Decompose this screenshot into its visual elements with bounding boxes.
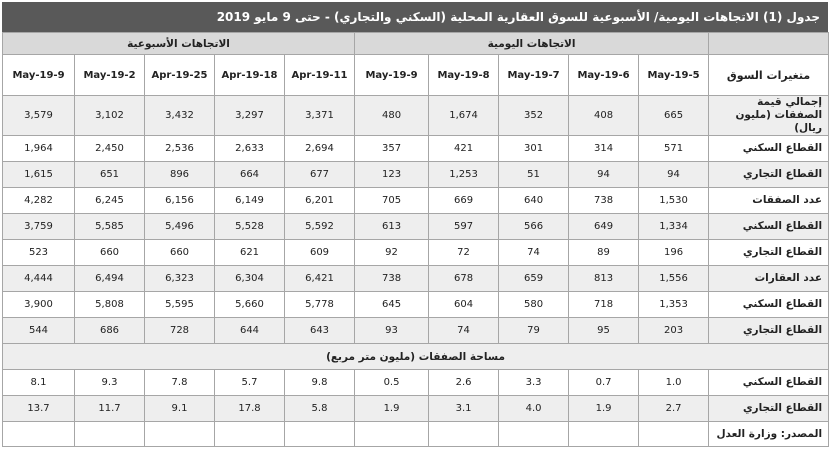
column-header: 25-Apr-19 (145, 55, 215, 96)
table-cell: 6,304 (215, 266, 285, 292)
table-cell: 6,201 (285, 188, 355, 214)
table-cell: 640 (499, 188, 569, 214)
table-cell: 544 (3, 318, 75, 344)
table-cell: 94 (569, 162, 639, 188)
table-cell: 408 (569, 96, 639, 136)
market-trends-table (2, 32, 829, 447)
empty-cell (75, 422, 145, 447)
empty-cell (285, 422, 355, 447)
source-note: المصدر: وزارة العدل (709, 422, 829, 447)
row-label: القطاع السكني (709, 370, 829, 396)
table-cell: 1.9 (355, 396, 429, 422)
group-spacer (709, 33, 829, 55)
table-cell: 1,674 (429, 96, 499, 136)
table-cell: 72 (429, 240, 499, 266)
table-cell: 352 (499, 96, 569, 136)
table-cell: 2.6 (429, 370, 499, 396)
table-cell: 686 (75, 318, 145, 344)
table-cell: 89 (569, 240, 639, 266)
table-cell: 301 (499, 136, 569, 162)
table-cell: 621 (215, 240, 285, 266)
table-cell: 9.1 (145, 396, 215, 422)
table-cell: 203 (639, 318, 709, 344)
row-label: القطاع السكني (709, 292, 829, 318)
column-header: 2-May-19 (75, 55, 145, 96)
table-cell: 5,595 (145, 292, 215, 318)
table-cell: 660 (75, 240, 145, 266)
row-label: إجمالي قيمة الصفقات (مليون ريال) (709, 96, 829, 136)
table-cell: 7.8 (145, 370, 215, 396)
table-cell: 643 (285, 318, 355, 344)
table-cell: 644 (215, 318, 285, 344)
table-cell: 3,900 (3, 292, 75, 318)
table-cell: 123 (355, 162, 429, 188)
table-cell: 0.5 (355, 370, 429, 396)
table-cell: 678 (429, 266, 499, 292)
table-cell: 580 (499, 292, 569, 318)
table-cell: 645 (355, 292, 429, 318)
table-cell: 5,778 (285, 292, 355, 318)
table-cell: 74 (499, 240, 569, 266)
empty-cell (569, 422, 639, 447)
column-header: 8-May-19 (429, 55, 499, 96)
table-cell: 13.7 (3, 396, 75, 422)
table-row (3, 370, 829, 396)
table-cell: 1,253 (429, 162, 499, 188)
table-cell: 2,536 (145, 136, 215, 162)
table-cell: 9.3 (75, 370, 145, 396)
table-cell: 480 (355, 96, 429, 136)
table-cell: 1,353 (639, 292, 709, 318)
table-cell: 651 (75, 162, 145, 188)
table-cell: 6,494 (75, 266, 145, 292)
table-cell: 5,528 (215, 214, 285, 240)
row-label: عدد الصفقات (709, 188, 829, 214)
table-cell: 649 (569, 214, 639, 240)
table-cell: 660 (145, 240, 215, 266)
table-cell: 6,245 (75, 188, 145, 214)
table-row (3, 136, 829, 162)
table-cell: 3.1 (429, 396, 499, 422)
table-cell: 4.0 (499, 396, 569, 422)
table-cell: 1,530 (639, 188, 709, 214)
table-cell: 738 (569, 188, 639, 214)
weekly-group-header: الاتجاهات الأسبوعية (3, 33, 355, 55)
row-label: القطاع التجاري (709, 240, 829, 266)
empty-cell (429, 422, 499, 447)
table-cell: 92 (355, 240, 429, 266)
table-cell: 613 (355, 214, 429, 240)
table-cell: 6,156 (145, 188, 215, 214)
table-cell: 6,421 (285, 266, 355, 292)
table-row (3, 214, 829, 240)
table-cell: 896 (145, 162, 215, 188)
empty-cell (639, 422, 709, 447)
table-cell: 74 (429, 318, 499, 344)
table-cell: 3,759 (3, 214, 75, 240)
column-header: 9-May-19 (355, 55, 429, 96)
table-cell: 718 (569, 292, 639, 318)
row-label: القطاع التجاري (709, 162, 829, 188)
table-cell: 1,615 (3, 162, 75, 188)
table-cell: 664 (215, 162, 285, 188)
table-cell: 421 (429, 136, 499, 162)
table-cell: 665 (639, 96, 709, 136)
table-cell: 2.7 (639, 396, 709, 422)
table-cell: 3,432 (145, 96, 215, 136)
table-cell: 2,633 (215, 136, 285, 162)
table-cell: 571 (639, 136, 709, 162)
table-cell: 9.8 (285, 370, 355, 396)
table-cell: 3,102 (75, 96, 145, 136)
table-cell: 566 (499, 214, 569, 240)
market-table-container (2, 2, 828, 447)
daily-group-header: الاتجاهات اليومية (355, 33, 709, 55)
table-cell: 1.9 (569, 396, 639, 422)
table-cell: 609 (285, 240, 355, 266)
table-cell: 5,496 (145, 214, 215, 240)
table-cell: 738 (355, 266, 429, 292)
area-section-title: مساحة الصفقات (مليون متر مربع) (3, 344, 829, 370)
table-cell: 5,808 (75, 292, 145, 318)
table-cell: 2,450 (75, 136, 145, 162)
table-row (3, 318, 829, 344)
table-cell: 0.7 (569, 370, 639, 396)
table-cell: 95 (569, 318, 639, 344)
table-cell: 5,592 (285, 214, 355, 240)
table-row (3, 240, 829, 266)
row-label: عدد العقارات (709, 266, 829, 292)
table-cell: 659 (499, 266, 569, 292)
table-cell: 3,579 (3, 96, 75, 136)
empty-cell (355, 422, 429, 447)
table-cell: 4,282 (3, 188, 75, 214)
table-cell: 604 (429, 292, 499, 318)
table-cell: 5.8 (285, 396, 355, 422)
column-header: 9-May-19 (3, 55, 75, 96)
table-cell: 5,660 (215, 292, 285, 318)
table-cell: 196 (639, 240, 709, 266)
column-header: 5-May-19 (639, 55, 709, 96)
row-label: القطاع التجاري (709, 318, 829, 344)
table-row (3, 188, 829, 214)
table-cell: 1,556 (639, 266, 709, 292)
table-row (3, 162, 829, 188)
table-row (3, 292, 829, 318)
table-cell: 728 (145, 318, 215, 344)
table-cell: 3.3 (499, 370, 569, 396)
column-header: 6-May-19 (569, 55, 639, 96)
table-cell: 813 (569, 266, 639, 292)
column-header: 7-May-19 (499, 55, 569, 96)
table-title: جدول (1) الاتجاهات اليومية/ الأسبوعية للسوق العقارية المحلية (السكني والتجاري) - حتى 9 مايو 2019 (2, 2, 828, 32)
empty-cell (215, 422, 285, 447)
empty-cell (499, 422, 569, 447)
empty-cell (3, 422, 75, 447)
table-cell: 3,297 (215, 96, 285, 136)
table-cell: 51 (499, 162, 569, 188)
table-row (3, 396, 829, 422)
table-cell: 357 (355, 136, 429, 162)
table-cell: 17.8 (215, 396, 285, 422)
table-cell: 1,334 (639, 214, 709, 240)
table-cell: 5.7 (215, 370, 285, 396)
empty-cell (145, 422, 215, 447)
table-body (3, 96, 829, 447)
column-header: 11-Apr-19 (285, 55, 355, 96)
column-header: 18-Apr-19 (215, 55, 285, 96)
table-cell: 6,149 (215, 188, 285, 214)
table-cell: 1.0 (639, 370, 709, 396)
table-cell: 705 (355, 188, 429, 214)
row-label: القطاع السكني (709, 214, 829, 240)
table-cell: 11.7 (75, 396, 145, 422)
table-cell: 5,585 (75, 214, 145, 240)
market-variables-header: متغيرات السوق (709, 55, 829, 96)
table-cell: 1,964 (3, 136, 75, 162)
row-label: القطاع التجاري (709, 396, 829, 422)
table-cell: 597 (429, 214, 499, 240)
table-cell: 79 (499, 318, 569, 344)
table-cell: 3,371 (285, 96, 355, 136)
table-cell: 523 (3, 240, 75, 266)
table-cell: 677 (285, 162, 355, 188)
table-cell: 314 (569, 136, 639, 162)
row-label: القطاع السكني (709, 136, 829, 162)
table-cell: 4,444 (3, 266, 75, 292)
table-cell: 94 (639, 162, 709, 188)
area-section-row (3, 344, 829, 370)
column-header-row (3, 55, 829, 96)
table-cell: 669 (429, 188, 499, 214)
group-header-row (3, 33, 829, 55)
table-cell: 6,323 (145, 266, 215, 292)
table-cell: 93 (355, 318, 429, 344)
table-cell: 8.1 (3, 370, 75, 396)
source-row (3, 422, 829, 447)
table-cell: 2,694 (285, 136, 355, 162)
table-row (3, 266, 829, 292)
table-row (3, 96, 829, 136)
